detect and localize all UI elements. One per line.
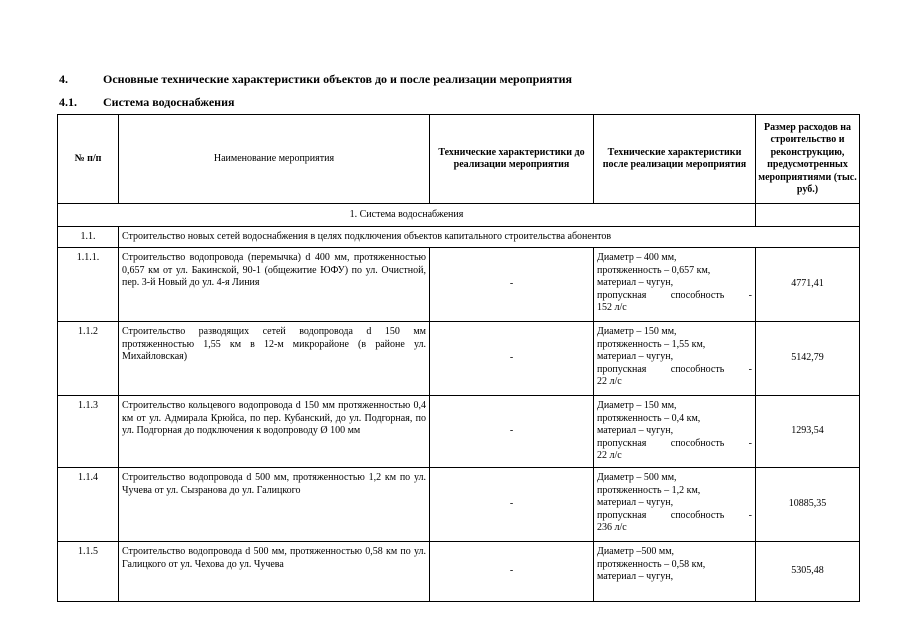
after-line: Диаметр – 150 мм, [597, 400, 677, 411]
table-row [58, 468, 860, 542]
after-line: пропускная способность - [597, 437, 752, 449]
row-after [594, 542, 756, 602]
row-before: - [430, 248, 594, 322]
header-before: Технические характеристики до реализации мероприятия [430, 115, 594, 204]
after-line: Диаметр – 500 мм, [597, 472, 677, 483]
after-line: материал – чугун, [597, 571, 674, 582]
row-number: 1.1.2 [58, 322, 119, 396]
after-line: Диаметр – 150 мм, [597, 326, 677, 337]
heading-number: 4. [59, 72, 68, 86]
row-after [594, 322, 756, 396]
row-name: Строительство водопровода d 500 мм, протяженностью 1,2 км по ул. Чучева от ул. Сызранова до ул. Галицкого [119, 468, 430, 542]
row-cost: 4771,41 [756, 248, 860, 322]
row-name: Строительство водопровода d 500 мм, протяженностью 0,58 км по ул. Галицкого от ул. Чехова до ул. Чучева [119, 542, 430, 602]
row-before: - [430, 542, 594, 602]
heading-number: 4.1. [59, 95, 77, 109]
table-row [58, 248, 860, 322]
row-name: Строительство кольцевого водопровода d 150 мм протяженностью 0,4 км от ул. Адмирала Крюйса, по пер. Кубанский, до ул. Подгорная, по ул. Подгорная до подключения к водопроводу Ø 100 мм [119, 396, 430, 468]
row-cost: 10885,35 [756, 468, 860, 542]
after-line: пропускная способность - [597, 363, 752, 375]
after-line: материал – чугун, [597, 425, 674, 436]
after-line: протяженность – 0,4 км, [597, 412, 701, 424]
row-before: - [430, 322, 594, 396]
table-row [58, 542, 860, 602]
after-line: Диаметр – 400 мм, [597, 252, 677, 263]
after-line: материал – чугун, [597, 497, 674, 508]
after-line: материал – чугун, [597, 351, 674, 362]
subsection-row [58, 227, 860, 248]
subsection-num: 1.1. [58, 227, 119, 248]
header-name: Наименование мероприятия [119, 115, 430, 204]
after-line: 152 л/с [597, 302, 627, 313]
header-after: Технические характеристики после реализации мероприятия [594, 115, 756, 204]
row-number: 1.1.1. [58, 248, 119, 322]
subsection-title: Строительство новых сетей водоснабжения в целях подключения объектов капитального строительства абонентов [119, 227, 860, 248]
header-cost: Размер расходов на строительство и реконструкцию, предусмотренных мероприятиями (тыс. руб.) [756, 115, 860, 204]
after-line: Диаметр –500 мм, [597, 546, 675, 557]
after-line: 236 л/с [597, 522, 627, 533]
section-heading-4 [59, 72, 572, 87]
row-after [594, 248, 756, 322]
heading-text: Система водоснабжения [103, 95, 235, 109]
row-number: 1.1.3 [58, 396, 119, 468]
after-line: 22 л/с [597, 376, 622, 387]
section-row [58, 204, 860, 227]
after-line: пропускная способность - [597, 289, 752, 301]
section-title: 1. Система водоснабжения [58, 204, 756, 227]
row-before: - [430, 396, 594, 468]
after-line: протяженность – 1,2 км, [597, 484, 701, 496]
after-line: протяженность – 0,58 км, [597, 558, 706, 570]
row-cost: 5142,79 [756, 322, 860, 396]
row-after [594, 468, 756, 542]
row-number: 1.1.4 [58, 468, 119, 542]
after-line: материал – чугун, [597, 277, 674, 288]
section-heading-4-1 [59, 95, 234, 110]
row-cost: 1293,54 [756, 396, 860, 468]
row-after [594, 396, 756, 468]
row-name: Строительство разводящих сетей водопровода d 150 мм протяженностью 1,55 км в 12-м микрорайоне (в районе ул. Михайловская) [119, 322, 430, 396]
section-empty-cell [756, 204, 860, 227]
row-before: - [430, 468, 594, 542]
row-number: 1.1.5 [58, 542, 119, 602]
table-row [58, 322, 860, 396]
header-num: № п/п [58, 115, 119, 204]
row-cost: 5305,48 [756, 542, 860, 602]
table-body [58, 248, 860, 602]
row-name: Строительство водопровода (перемычка) d 400 мм, протяженностью 0,657 км от ул. Бакинской, 90-1 (общежитие ЮФУ) по ул. Очистной, пер. 3-й Новый до ул. 4-я Линия [119, 248, 430, 322]
characteristics-table [57, 114, 860, 602]
after-line: 22 л/с [597, 450, 622, 461]
table-header-row [58, 115, 860, 204]
table-row [58, 396, 860, 468]
heading-text: Основные технические характеристики объектов до и после реализации мероприятия [103, 72, 573, 86]
after-line: протяженность – 0,657 км, [597, 264, 711, 276]
after-line: протяженность – 1,55 км, [597, 338, 706, 350]
after-line: пропускная способность - [597, 509, 752, 521]
